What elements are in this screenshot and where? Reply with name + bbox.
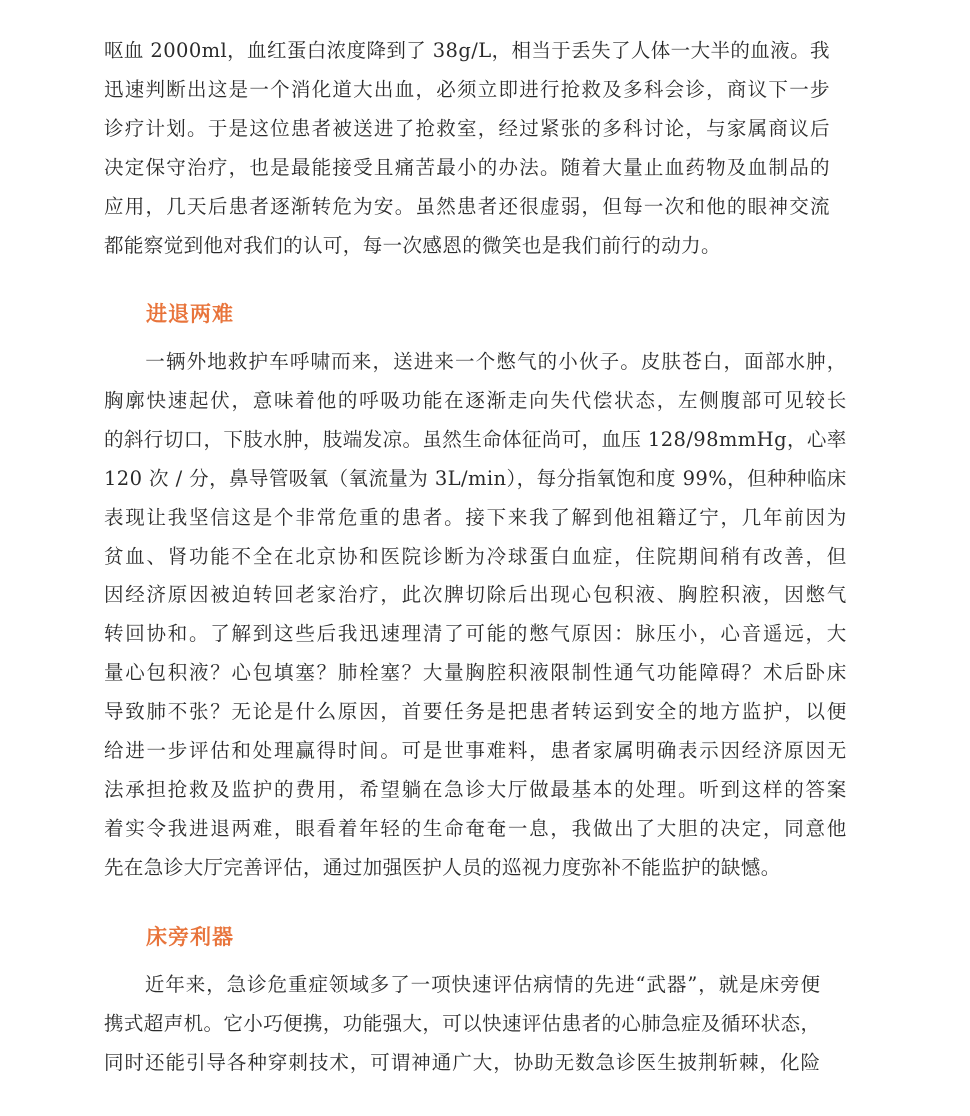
paragraph-line: 同时还能引导各种穿刺技术，可谓神通广大，协助无数急诊医生披荆斩棘，化险 <box>104 1050 821 1074</box>
paragraph-line: 导致肺不张？无论是什么原因，首要任务是把患者转运到安全的地方监护，以便 <box>104 700 847 724</box>
section-heading-bedside-tool: 床旁利器 <box>146 925 234 949</box>
paragraph-line: 一辆外地救护车呼啸而来，送进来一个憋气的小伙子。皮肤苍白，面部水肿， <box>104 350 847 373</box>
paragraph-line: 120 次 / 分，鼻导管吸氧（氧流量为 3L/min），每分指氧饱和度 99%，但种种临床 <box>104 466 847 490</box>
paragraph-2 <box>104 343 847 888</box>
paragraph-3 <box>104 966 820 1083</box>
paragraph-line: 诊疗计划。于是这位患者被送进了抢救室，经过紧张的多科讨论，与家属商议后 <box>104 116 830 140</box>
paragraph-line: 应用，几天后患者逐渐转危为安。虽然患者还很虚弱，但每一次和他的眼神交流 <box>104 194 830 218</box>
section-heading-dilemma: 进退两难 <box>146 302 234 326</box>
paragraph-line: 表现让我坚信这是个非常危重的患者。接下来我了解到他祖籍辽宁，几年前因为 <box>104 505 847 529</box>
paragraph-line: 贫血、肾功能不全在北京协和医院诊断为冷球蛋白血症，住院期间稍有改善，但 <box>104 544 847 568</box>
paragraph-line: 迅速判断出这是一个消化道大出血，必须立即进行抢救及多科会诊，商议下一步 <box>104 77 830 101</box>
paragraph-line: 着实令我进退两难，眼看着年轻的生命奄奄一息，我做出了大胆的决定，同意他 <box>104 816 847 840</box>
paragraph-line: 给进一步评估和处理赢得时间。可是世事难料，患者家属明确表示因经济原因无 <box>104 739 847 763</box>
paragraph-line: 呕血 2000ml，血红蛋白浓度降到了 38g/L，相当于丢失了人体一大半的血液。我 <box>104 39 830 62</box>
paragraph-1 <box>104 32 830 265</box>
paragraph-line: 法承担抢救及监护的费用，希望躺在急诊大厅做最基本的处理。听到这样的答案 <box>104 777 847 801</box>
paragraph-line: 转回协和。了解到这些后我迅速理清了可能的憋气原因：脉压小，心音遥远，大 <box>104 622 847 646</box>
paragraph-line: 都能察觉到他对我们的认可，每一次感恩的微笑也是我们前行的动力。 <box>104 233 721 257</box>
paragraph-line: 先在急诊大厅完善评估，通过加强医护人员的巡视力度弥补不能监护的缺憾。 <box>104 855 781 879</box>
paragraph-line: 量心包积液？心包填塞？肺栓塞？大量胸腔积液限制性通气功能障碍？术后卧床 <box>104 661 847 685</box>
paragraph-line: 决定保守治疗，也是最能接受且痛苦最小的办法。随着大量止血药物及血制品的 <box>104 155 830 179</box>
paragraph-line: 因经济原因被迫转回老家治疗，此次脾切除后出现心包积液、胸腔积液，因憋气 <box>104 583 847 607</box>
paragraph-line: 携式超声机。它小巧便携，功能强大，可以快速评估患者的心肺急症及循环状态， <box>104 1011 821 1035</box>
paragraph-line: 胸廓快速起伏，意味着他的呼吸功能在逐渐走向失代偿状态，左侧腹部可见较长 <box>104 388 847 412</box>
paragraph-line: 的斜行切口，下肢水肿，肢端发凉。虽然生命体征尚可，血压 128/98mmHg，心率 <box>104 427 847 451</box>
paragraph-line: 近年来，急诊危重症领域多了一项快速评估病情的先进“武器”，就是床旁便 <box>104 973 821 996</box>
